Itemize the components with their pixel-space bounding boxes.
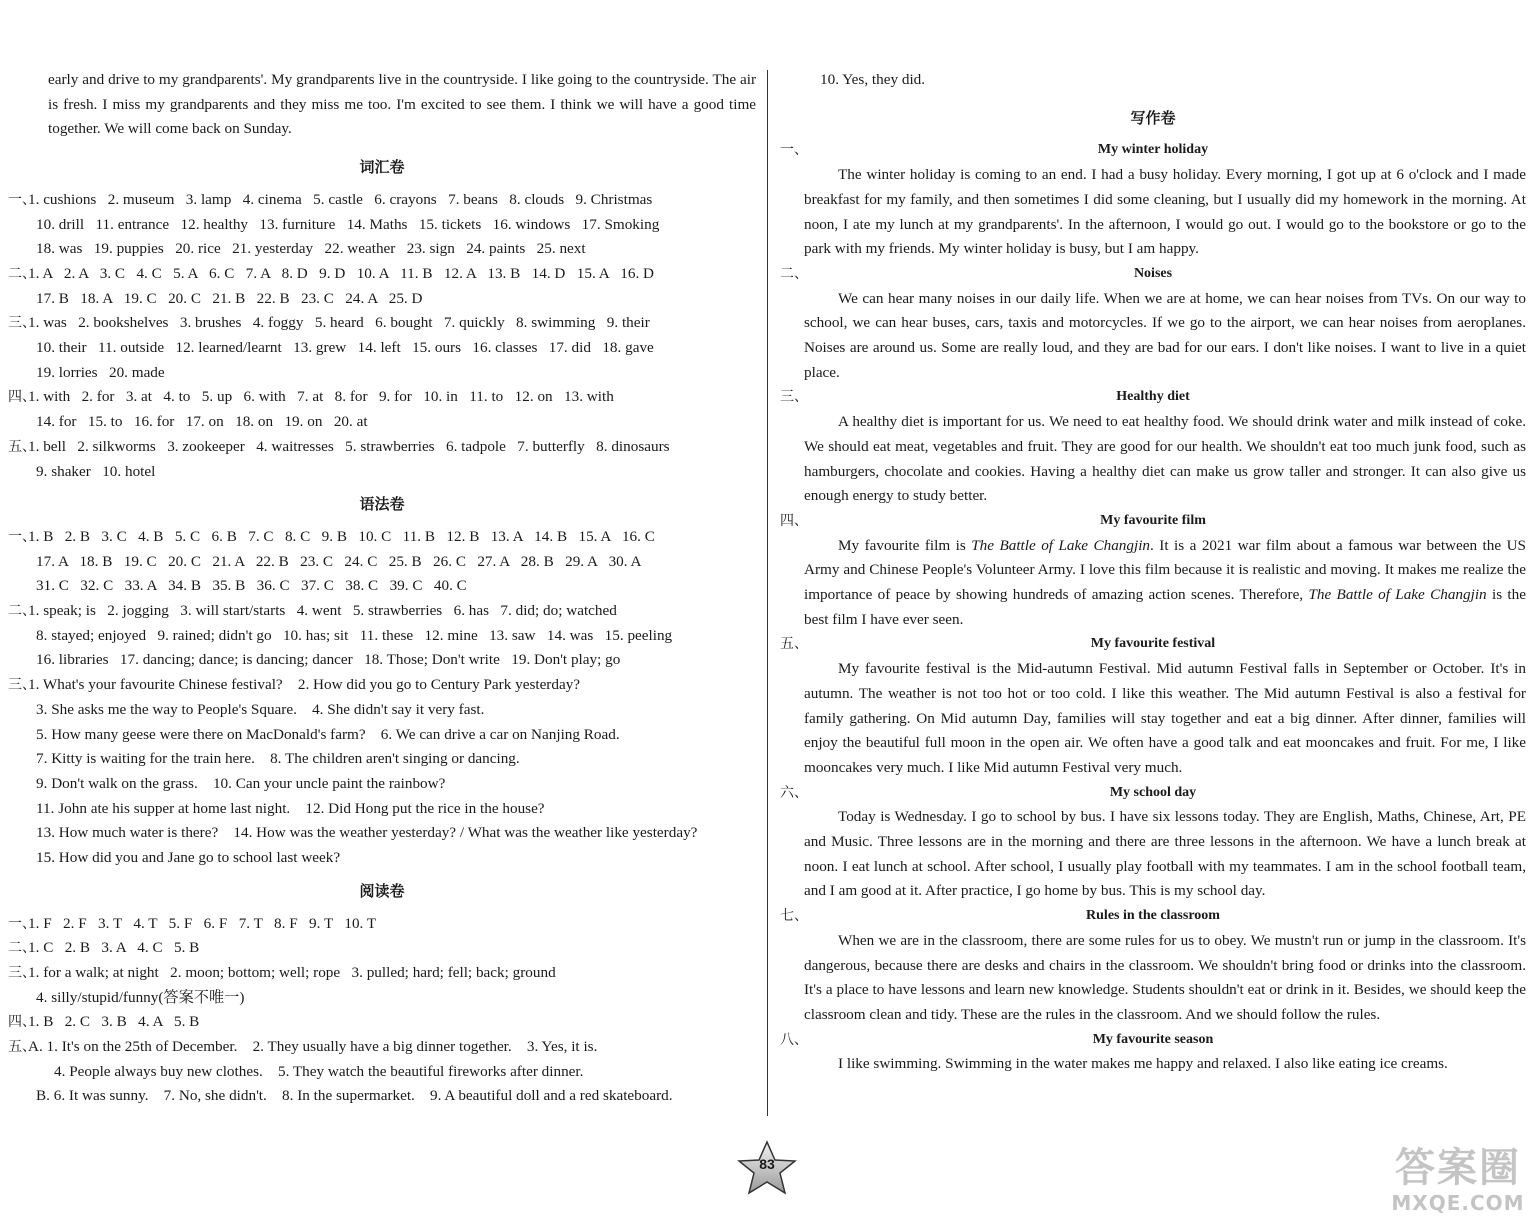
left-column xyxy=(8,68,756,1109)
answer-text: 18. was 19. puppies 20. rice 21. yesterday 22. weather 23. sign 24. paints 25. next xyxy=(36,240,586,258)
question-number: 三、 xyxy=(8,315,36,332)
answer-text: 17. A 18. B 19. C 20. C 21. A 22. B 23. C 24. C 25. B 26. C 27. A 28. B 29. A 30. A xyxy=(36,552,642,570)
answer-text: 1. bell 2. silkworms 3. zookeeper 4. waitresses 5. strawberries 6. tadpole 7. butterfly 8. dinosaurs xyxy=(28,437,670,455)
question-number: 五、 xyxy=(8,438,36,455)
essay-body xyxy=(780,534,1526,633)
watermark-logo: 答案圈 xyxy=(1395,1145,1521,1191)
answer-row xyxy=(8,624,756,649)
writing-answers xyxy=(780,138,1526,1077)
essay-body: The winter holiday is coming to an end. I had a busy holiday. Every morning, I got up at 6 o'clock and I made breakfast for my family, and then sometimes I did some cleaning, but I usually did my homework in the morning. At noon, I ate my lunch at my grandparents'. In the afternoon, I would go out. I would go to the bookstore or go to the park with my friends. My winter holiday is busy, but I am happy. xyxy=(804,166,1526,258)
essay-text: is the best film I have ever seen. xyxy=(804,586,1526,628)
writing-item xyxy=(780,632,1526,780)
writing-item xyxy=(780,904,1526,1028)
answer-row xyxy=(8,723,756,748)
answer-row xyxy=(8,574,756,599)
page-number: 83 xyxy=(759,1156,775,1172)
answer-text: B. 6. It was sunny. 7. No, she didn't. 8. In the supermarket. 9. A beautiful doll and a red skateboard. xyxy=(36,1087,673,1105)
reading-title: 阅读卷 xyxy=(359,883,405,900)
answer-row xyxy=(8,525,756,550)
answer-text: 14. for 15. to 16. for 17. on 18. on 19. on 20. at xyxy=(36,413,368,431)
essay-text: My favourite film is xyxy=(838,536,972,554)
question-number: 二、 xyxy=(8,940,36,957)
watermark-url: MXQE.COM xyxy=(1391,1191,1525,1215)
question-number: 一、 xyxy=(8,915,36,932)
answer-text: 3. She asks me the way to People's Square. 4. She didn't say it very fast. xyxy=(36,700,485,718)
question-number: 二、 xyxy=(8,603,36,620)
answer-text: 5. How many geese were there on MacDonald's farm? 6. We can drive a car on Nanjing Road. xyxy=(36,725,620,743)
essay-text: . It is a 2021 war film about a famous war between the US Army and Chinese People's Volunteer Army. I love this film because it is realistic and moving. It makes me realize the importance of peace by showing hundreds of amazing action scenes. Therefore, xyxy=(804,536,1526,603)
answer-text: 1. B 2. B 3. C 4. B 5. C 6. B 7. C 8. C 9. B 10. C 11. B 12. B 13. A 14. B 15. A 16. C xyxy=(28,527,655,545)
answer-row xyxy=(8,385,756,410)
answer-row xyxy=(8,936,756,961)
essay-body: I like swimming. Swimming in the water makes me happy and relaxed. I also like eating ice creams. xyxy=(838,1055,1448,1073)
answer-row xyxy=(8,1035,756,1060)
answer-text: 8. stayed; enjoyed 9. rained; didn't go 10. has; sit 11. these 12. mine 13. saw 14. was 15. peeling xyxy=(36,626,673,644)
answer-text: 4. People always buy new clothes. 5. They watch the beautiful fireworks after dinner. xyxy=(54,1062,584,1080)
answer-text: 1. A 2. A 3. C 4. C 5. A 6. C 7. A 8. D 9. D 10. A 11. B 12. A 13. B 14. D 15. A 16. D xyxy=(28,264,655,282)
answer-row xyxy=(8,821,756,846)
answer-text: 4. silly/stupid/funny(答案不唯一) xyxy=(36,988,245,1006)
question-number: 四、 xyxy=(8,389,36,406)
essay-body: We can hear many noises in our daily life. When we are at home, we can hear noises from TVs. On our way to school, we can hear buses, cars, taxis and motorcycles. If we go to the airport, we can hear noises from aeroplanes. Noises are around us. Some are really loud, and they are bad for our ears. I don't like noises. I want to live in a quiet place. xyxy=(804,289,1526,381)
answer-text: 1. F 2. F 3. T 4. T 5. F 6. F 7. T 8. F 9. T 10. T xyxy=(28,914,377,932)
writing-item xyxy=(780,385,1526,509)
answer-row xyxy=(8,1084,756,1109)
answer-row xyxy=(8,262,756,287)
essay-title: Noises xyxy=(1133,265,1173,281)
answer-text: 1. cushions 2. museum 3. lamp 4. cinema 5. castle 6. crayons 7. beans 8. clouds 9. Christmas xyxy=(28,190,653,208)
column-divider xyxy=(767,70,768,1116)
answer-row xyxy=(8,797,756,822)
answer-row xyxy=(8,435,756,460)
answer-row xyxy=(8,361,756,386)
item-number: 二、 xyxy=(780,265,808,282)
question-number: 二、 xyxy=(8,265,36,282)
answer-text: 1. was 2. bookshelves 3. brushes 4. foggy 5. heard 6. bought 7. quickly 8. swimming 9. their xyxy=(28,314,650,332)
answer-row xyxy=(8,237,756,262)
answer-row xyxy=(8,961,756,986)
answer-text: 1. with 2. for 3. at 4. to 5. up 6. with 7. at 8. for 9. for 10. in 11. to 12. on 13. with xyxy=(28,388,614,406)
answer-text: 9. shaker 10. hotel xyxy=(36,462,156,480)
item-number: 七、 xyxy=(780,908,808,925)
answer-text: 1. speak; is 2. jogging 3. will start/starts 4. went 5. strawberries 6. has 7. did; do; watched xyxy=(28,602,617,620)
answer-row xyxy=(8,311,756,336)
intro-paragraph: early and drive to my grandparents'. My grandparents live in the countryside. I like going to the countryside. The air is fresh. I miss my grandparents and they miss me too. I'm excited to see them. I think we will have a good time together. We will come back on Sunday. xyxy=(48,71,756,138)
writing-item xyxy=(780,1028,1526,1077)
answer-row xyxy=(8,698,756,723)
answer-text: 19. lorries 20. made xyxy=(36,363,165,381)
answer-text: 11. John ate his supper at home last night. 12. Did Hong put the rice in the house? xyxy=(36,799,545,817)
answer-text: 10. their 11. outside 12. learned/learnt 13. grew 14. left 15. ours 16. classes 17. did 18. gave xyxy=(36,339,654,357)
answer-text: 9. Don't walk on the grass. 10. Can your uncle paint the rainbow? xyxy=(36,774,446,792)
answer-row xyxy=(8,188,756,213)
item-number: 六、 xyxy=(780,784,808,801)
answer-text: 16. libraries 17. dancing; dance; is dancing; dancer 18. Those; Don't write 19. Don't play; go xyxy=(36,651,621,669)
answer-row xyxy=(8,460,756,485)
grammar-answers xyxy=(8,525,756,871)
film-title: The Battle of Lake Changjin xyxy=(1308,586,1487,603)
answer-row xyxy=(8,1060,756,1085)
answer-row xyxy=(8,1010,756,1035)
answer-row xyxy=(8,599,756,624)
item-number: 五、 xyxy=(780,636,808,653)
item-number: 八、 xyxy=(780,1031,808,1048)
answer-row xyxy=(8,673,756,698)
answer-text: 7. Kitty is waiting for the train here. 8. The children aren't singing or dancing. xyxy=(36,750,520,768)
item-number: 四、 xyxy=(780,512,808,529)
answer-text: 10. drill 11. entrance 12. healthy 13. furniture 14. Maths 15. tickets 16. windows 17. Smoking xyxy=(36,215,660,233)
answer-text: 1. for a walk; at night 2. moon; bottom; well; rope 3. pulled; hard; fell; back; ground xyxy=(28,963,556,981)
answer-text: 1. B 2. C 3. B 4. A 5. B xyxy=(28,1013,200,1031)
answer-row xyxy=(8,213,756,238)
question-number: 三、 xyxy=(8,677,36,694)
answer-text: 17. B 18. A 19. C 20. C 21. B 22. B 23. C 24. A 25. D xyxy=(36,289,423,307)
site-watermark xyxy=(1388,1144,1528,1216)
question-number: 五、 xyxy=(8,1039,36,1056)
right-column xyxy=(780,68,1526,1077)
reading-answers xyxy=(8,912,756,1110)
answer-text: 1. C 2. B 3. A 4. C 5. B xyxy=(28,939,200,957)
essay-title: My school day xyxy=(1109,784,1197,800)
question-number: 一、 xyxy=(8,191,36,208)
essay-title: My favourite season xyxy=(1092,1031,1214,1047)
writing-item xyxy=(780,781,1526,905)
question-number: 三、 xyxy=(8,964,36,981)
answer-text: A. 1. It's on the 25th of December. 2. They usually have a big dinner together. 3. Yes, it is. xyxy=(28,1038,598,1056)
item-number: 三、 xyxy=(780,389,808,406)
essay-title: Rules in the classroom xyxy=(1086,908,1220,924)
essay-body: Today is Wednesday. I go to school by bus. I have six lessons today. They are English, Maths, Chinese, Art, PE and Music. Three lessons are in the morning and there are three lessons in the afternoon. We have a lunch break at noon. I eat lunch at school. After school, I usually play football with my teammates. I am in the school football team, and I am good at it. After practice, I go home by bus. This is my school day. xyxy=(804,808,1526,900)
essay-title: My favourite festival xyxy=(1090,636,1216,652)
question-number: 四、 xyxy=(8,1014,36,1031)
answer-text: 1. What's your favourite Chinese festival? 2. How did you go to Century Park yesterday? xyxy=(28,676,581,694)
answer-row xyxy=(8,410,756,435)
film-title: The Battle of Lake Changjin xyxy=(971,536,1151,554)
essay-title: Healthy diet xyxy=(1116,389,1190,405)
reading-last-answer: 10. Yes, they did. xyxy=(820,71,926,88)
essay-body: When we are in the classroom, there are some rules for us to obey. We mustn't run or jump in the classroom. It's dangerous, because there are desks and chairs in the classroom. We shouldn't bring food or drinks into the classroom. It's a place to have lessons and learn new knowledge. Students shouldn't eat or drink in it. Besides, we should keep the classroom clean and tidy. These are the rules in the classroom. And we should follow the rules. xyxy=(804,931,1526,1023)
answer-row xyxy=(8,846,756,871)
vocab-title: 词汇卷 xyxy=(359,160,405,177)
essay-body: My favourite festival is the Mid-autumn Festival. Mid autumn Festival falls in September or October. It's in autumn. The weather is not too hot or too cold. I like this weather. The Mid autumn Festival is also a festival for family gathering. On Mid autumn Day, families will stay together and eat a big dinner. After dinner, families will enjoy the beautiful full moon in the open air. We often have a good talk and eat mooncakes and fruit. For me, I like mooncakes very much. I like Mid autumn Festival very much. xyxy=(804,660,1526,776)
answer-row xyxy=(8,986,756,1011)
answer-row xyxy=(8,550,756,575)
answer-row xyxy=(8,336,756,361)
writing-title: 写作卷 xyxy=(1130,110,1176,127)
writing-item xyxy=(780,138,1526,262)
answer-text: 15. How did you and Jane go to school last week? xyxy=(36,849,341,867)
writing-item xyxy=(780,509,1526,633)
answer-row xyxy=(8,287,756,312)
answer-row xyxy=(8,747,756,772)
essay-body: A healthy diet is important for us. We need to eat healthy food. We should drink water and milk instead of coke. We should eat meat, vegetables and fruit. They are good for our health. We shouldn't eat too much junk food, such as hamburgers, chocolate and cookies. Having a healthy diet can make us grow taller and stronger. It can also give us enough energy to study better. xyxy=(804,413,1526,505)
answer-row xyxy=(8,772,756,797)
vocab-answers xyxy=(8,188,756,484)
answer-text: 31. C 32. C 33. A 34. B 35. B 36. C 37. C 38. C 39. C 40. C xyxy=(36,577,467,595)
answer-text: 13. How much water is there? 14. How was the weather yesterday? / What was the weather like yesterday? xyxy=(36,824,698,842)
writing-item xyxy=(780,262,1526,386)
answer-row xyxy=(8,912,756,937)
essay-title: My winter holiday xyxy=(1097,142,1209,158)
grammar-title: 语法卷 xyxy=(359,497,405,514)
answer-row xyxy=(8,648,756,673)
item-number: 一、 xyxy=(780,142,808,159)
essay-title: My favourite film xyxy=(1100,512,1206,528)
question-number: 一、 xyxy=(8,528,36,545)
